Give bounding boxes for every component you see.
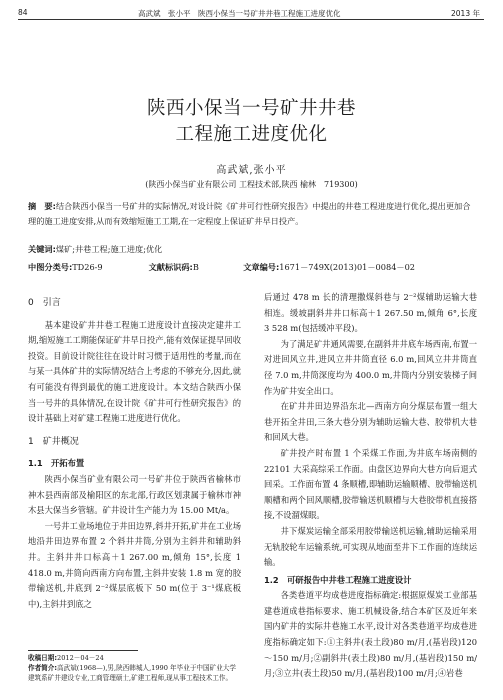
article-no-value: 1671－749X(2013)01－0084－02 [279,262,416,272]
article-no-label: 文章编号: [243,262,280,272]
section-heading-intro: 0 引言 [28,298,61,308]
right-column [264,290,477,682]
abstract-label: 摘 要: [28,201,56,211]
author-bio: 高武斌(1968—),男,陕西韩城人,1990 年毕业于中国矿业大学建筑系矿井建设专业,工商管理硕士,矿建工程师,现从事工程技术工作。 [28,664,236,682]
keywords-text: 煤矿;井巷工程;施工进度;优化 [55,244,163,254]
paragraph: 基本建设矿井井巷工程施工进度设计直接决定建井工期,缩短施工工期能保证矿井早日投产,能有效保证提早回收投资。目前设计院往往在设计时习惯于适用性的考量,而在与某一具体矿井的实际情况结合上考虑的不够充分,因此,就有可能没有得到最优的施工进度设计。本文结合陕西小保当一号井的具体情况,在设计院《矿井可行性研究报告》的设计基础上对矿建工程施工进度进行优化。 [28,319,241,424]
author-bio-label: 作者简介: [28,664,58,672]
paper-title-line-2: 工程施工进度优化 [175,124,328,145]
header-rule [18,19,484,20]
footnote-rule [28,650,138,651]
keywords [28,244,162,255]
abstract [28,199,473,228]
paragraph: 矿井投产时布置 1 个采煤工作面,为井底车场南侧的 22101 大采高综采工作面。由盘区边界向大巷方向后退式回采。工作面布置 4 条顺槽,即辅助运输顺槽、胶带输送机顺槽和两个回风顺槽,胶带输送机顺槽与大巷胶带机直接搭接,不设溜煤眼。 [264,447,477,521]
paragraph: 在矿井井田边界沿东北—西南方向分煤层布置一组大巷开拓全井田,三条大巷分别为辅助运输大巷、胶带机大巷和回风大巷。 [264,401,477,443]
doc-code-value: B [192,262,199,272]
running-title: 高武斌 张小平 陕西小保当一号矿井井巷工程施工进度优化 [138,9,341,18]
paragraph: 为了满足矿井通风需要,在副斜井井底车场西南,布置一对进回风立井,进风立井井筒直径 6.0 m,回风立井井筒直径 7.0 m,井筒深度均为 400.0 m,井筒内分别安装梯子间作为矿井安全出口。 [264,338,477,396]
left-column [28,290,241,612]
keywords-label: 关键词: [28,244,56,254]
paragraph: 一号井工业场地位于井田边界,斜井开拓,矿井在工业场地沿井田边界布置 2 个斜井井筒,分别为主斜井和辅助斜井。主斜井井口标高＋1 267.00 m,倾角 15°,长度 1 418.0 m,井筒向西南方向布置,主斜井安装 1.8 m 宽的胶带输送机,井底到 2⁻²煤层底板下 50 m(位于 3⁻¹煤底板中),主斜井到底之 [28,520,241,609]
paragraph: 井下煤炭运输全部采用胶带输送机运输,辅助运输采用无轨胶轮车运输系统,可实现从地面至井下工作面的连续运输。 [264,525,477,568]
clc-label: 中图分类号: [28,262,73,272]
page-number: 84 [18,8,28,17]
journal-year: 2013 年 [451,9,480,18]
clc-value: TD26-9 [72,262,103,272]
paragraph: 各类巷道平均成巷进度指标确定:根据原煤炭工业部基建巷道成巷指标要求、施工机械设备,结合本矿区及近年来国内矿井的实际井巷施工水平,设计对各类巷道平均成巷进度指标确定如下:①主斜井(表土段)80 m/月,(基岩段)120～150 m/月;②副斜井(表土段)80 m/月,(基岩段)150 m/月;③立井(表土段)50 m/月,(基岩段)100 m/月;④岩巷 [264,590,477,679]
authors: 高武斌,张小平 [216,165,287,176]
paragraph: 后通过 478 m 长的清理撒煤斜巷与 2⁻²煤辅助运输大巷相连。缓坡副斜井井口标高＋1 267.50 m,倾角 6°,长度 3 528 m(包括缓冲平段)。 [264,292,477,334]
received-date: 2012－04－24 [57,654,104,662]
abstract-text: 结合陕西小保当一号矿井的实际情况,对设计院《矿井可行性研究报告》中提出的井巷工程进度进行优化,提出更加合理的施工进度安排,从而有效缩短施工工期,在一定程度上保证矿井早日投产。 [28,201,471,226]
footnote [28,653,238,683]
received-label: 收稿日期: [28,654,58,662]
affiliation: (陕西小保当矿业有限公司 工程技术部,陕西 榆林 719300) [145,180,358,189]
doc-code-label: 文献标识码: [148,262,193,272]
section-heading-overview: 1 矿井概况 [28,436,79,447]
paper-title-line-1: 陕西小保当一号矿井井巷 [146,98,356,119]
classification-line [28,262,478,273]
paragraph: 陕西小保当矿业有限公司一号矿井位于陕西省榆林市神木县西南部及榆阳区的东北部,行政区划隶属于榆林市神木县大保当乡管辖。矿井设计生产能力为 15.00 Mt/a。 [28,473,241,516]
subsection-heading-schedule: 1.2 可研报告中井巷工程施工进度设计 [264,574,412,585]
subsection-heading-layout: 1.1 开拓布置 [28,458,85,469]
